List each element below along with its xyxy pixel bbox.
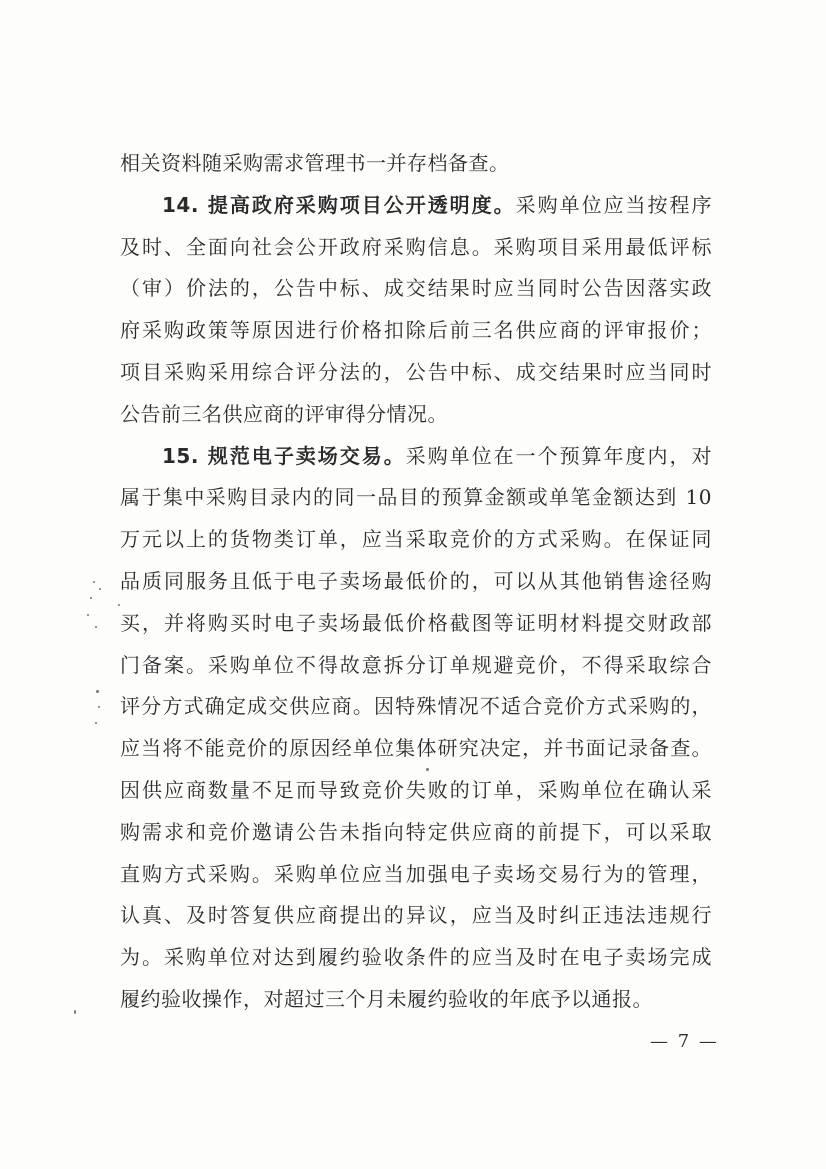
scan-speck xyxy=(87,614,89,616)
scan-speck xyxy=(93,581,95,583)
text-line: 评分方式确定成交供应商。因特殊情况不适合竞价方式采购的， xyxy=(120,694,712,719)
text-line: 直购方式采购。采购单位应当加强电子卖场交易行为的管理， xyxy=(120,861,712,886)
page-number: — 7 — xyxy=(650,1031,719,1052)
scan-speck xyxy=(118,604,120,606)
scan-speck xyxy=(90,597,92,599)
text-line: 万元以上的货物类订单，应当采取竞价的方式采购。在保证同 xyxy=(120,527,712,552)
section-number: 15. xyxy=(162,443,208,468)
text-line: （审）价法的，公告中标、成交结果时应当同时公告因落实政 xyxy=(120,276,712,301)
section-number: 14. xyxy=(162,192,208,217)
text-line: 应当将不能竞价的原因经单位集体研究决定，并书面记录备查。 xyxy=(120,736,712,761)
scan-speck xyxy=(95,722,97,724)
text-line: 买，并将购买时电子卖场最低价格截图等证明材料提交财政部 xyxy=(120,610,712,635)
text-line: 因供应商数量不足而导致竞价失败的订单，采购单位在确认采 xyxy=(120,777,712,802)
text-line: 属于集中采购目录内的同一品目的预算金额或单笔金额达到 10 xyxy=(120,485,712,510)
scan-speck xyxy=(98,706,100,708)
section-15-first-line: 15. 规范电子卖场交易。采购单位在一个预算年度内，对 xyxy=(162,443,712,468)
section-heading: 规范电子卖场交易。 xyxy=(207,443,406,468)
text-line: 认真、及时答复供应商提出的异议，应当及时纠正违法违规行 xyxy=(120,903,712,928)
scan-speck xyxy=(96,690,99,693)
section-heading: 提高政府采购项目公开透明度。 xyxy=(207,192,516,217)
section-14-first-line: 14. 提高政府采购项目公开透明度。采购单位应当按程序 xyxy=(162,192,712,217)
text-line: 品质同服务且低于电子卖场最低价的，可以从其他销售途径购 xyxy=(120,568,712,593)
scan-speck xyxy=(99,588,101,590)
scan-speck xyxy=(95,626,97,628)
scan-speck xyxy=(74,1010,76,1014)
text-line: 公告前三名供应商的评审得分情况。 xyxy=(120,401,448,426)
document-body xyxy=(120,143,712,1021)
text-line: 相关资料随采购需求管理书一并存档备查。 xyxy=(120,151,510,175)
text-line: 购需求和竞价邀请公告未指向特定供应商的前提下，可以采取 xyxy=(120,819,712,844)
text-line: 门备案。采购单位不得故意拆分订单规避竞价，不得采取综合 xyxy=(120,652,712,677)
text-line: 项目采购采用综合评分法的，公告中标、成交结果时应当同时 xyxy=(120,359,712,384)
scan-speck xyxy=(426,768,429,771)
text-line: 为。采购单位对达到履约验收条件的应当及时在电子卖场完成 xyxy=(120,945,712,970)
text-line: 及时、全面向社会公开政府采购信息。采购项目采用最低评标 xyxy=(120,234,712,259)
text-line: 履约验收操作，对超过三个月未履约验收的年底予以通报。 xyxy=(120,986,653,1011)
text-line: 府采购政策等原因进行价格扣除后前三名供应商的评审报价； xyxy=(120,318,712,343)
